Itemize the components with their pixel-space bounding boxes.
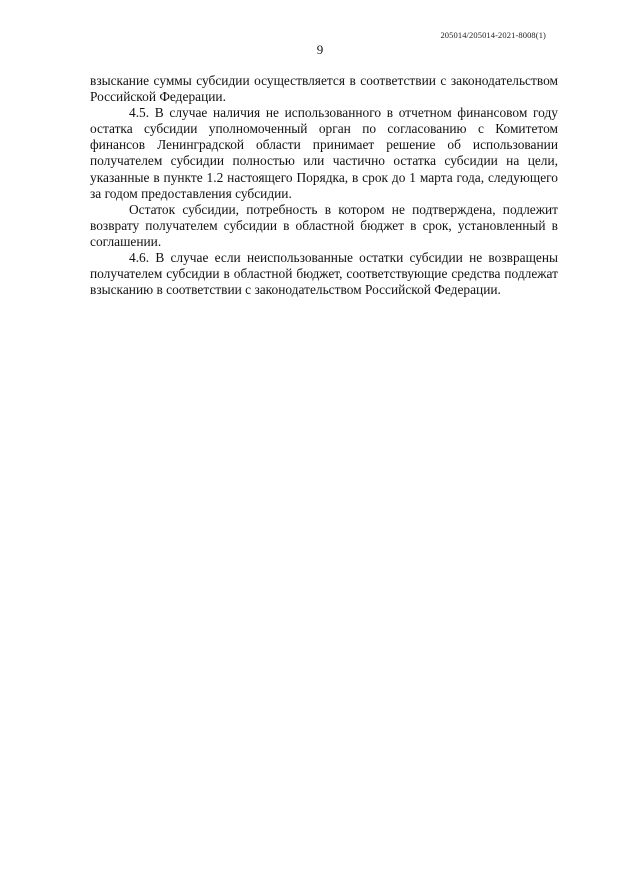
paragraph-remainder: Остаток субсидии, потребность в котором не подтверждена, подлежит возврату получателем субсидии в областной бюджет в срок, установленный в соглашении. <box>90 201 558 249</box>
document-id: 205014/205014-2021-8008(1) <box>440 30 546 40</box>
document-body <box>90 73 558 298</box>
paragraph-4-6: 4.6. В случае если неиспользованные остатки субсидии не возвращены получателем субсидии в областной бюджет, соответствующие средства подлежат взысканию в соответствии с законодательством Российской Федерации. <box>90 250 558 298</box>
page-number: 9 <box>316 42 324 57</box>
paragraph-4-5: 4.5. В случае наличия не использованного в отчетном финансовом году остатка субсидии уполномоченный орган по согласованию с Комитетом финансов Ленинградской области принимает решение об использовании получателем субсидии полностью или частично остатка субсидии на цели, указанные в пункте 1.2 настоящего Порядка, в срок до 1 марта года, следующего за годом предоставления субсидии. <box>90 105 558 201</box>
paragraph-continuation: взыскание суммы субсидии осуществляется в соответствии с законодательством Российской Федерации. <box>90 73 558 105</box>
